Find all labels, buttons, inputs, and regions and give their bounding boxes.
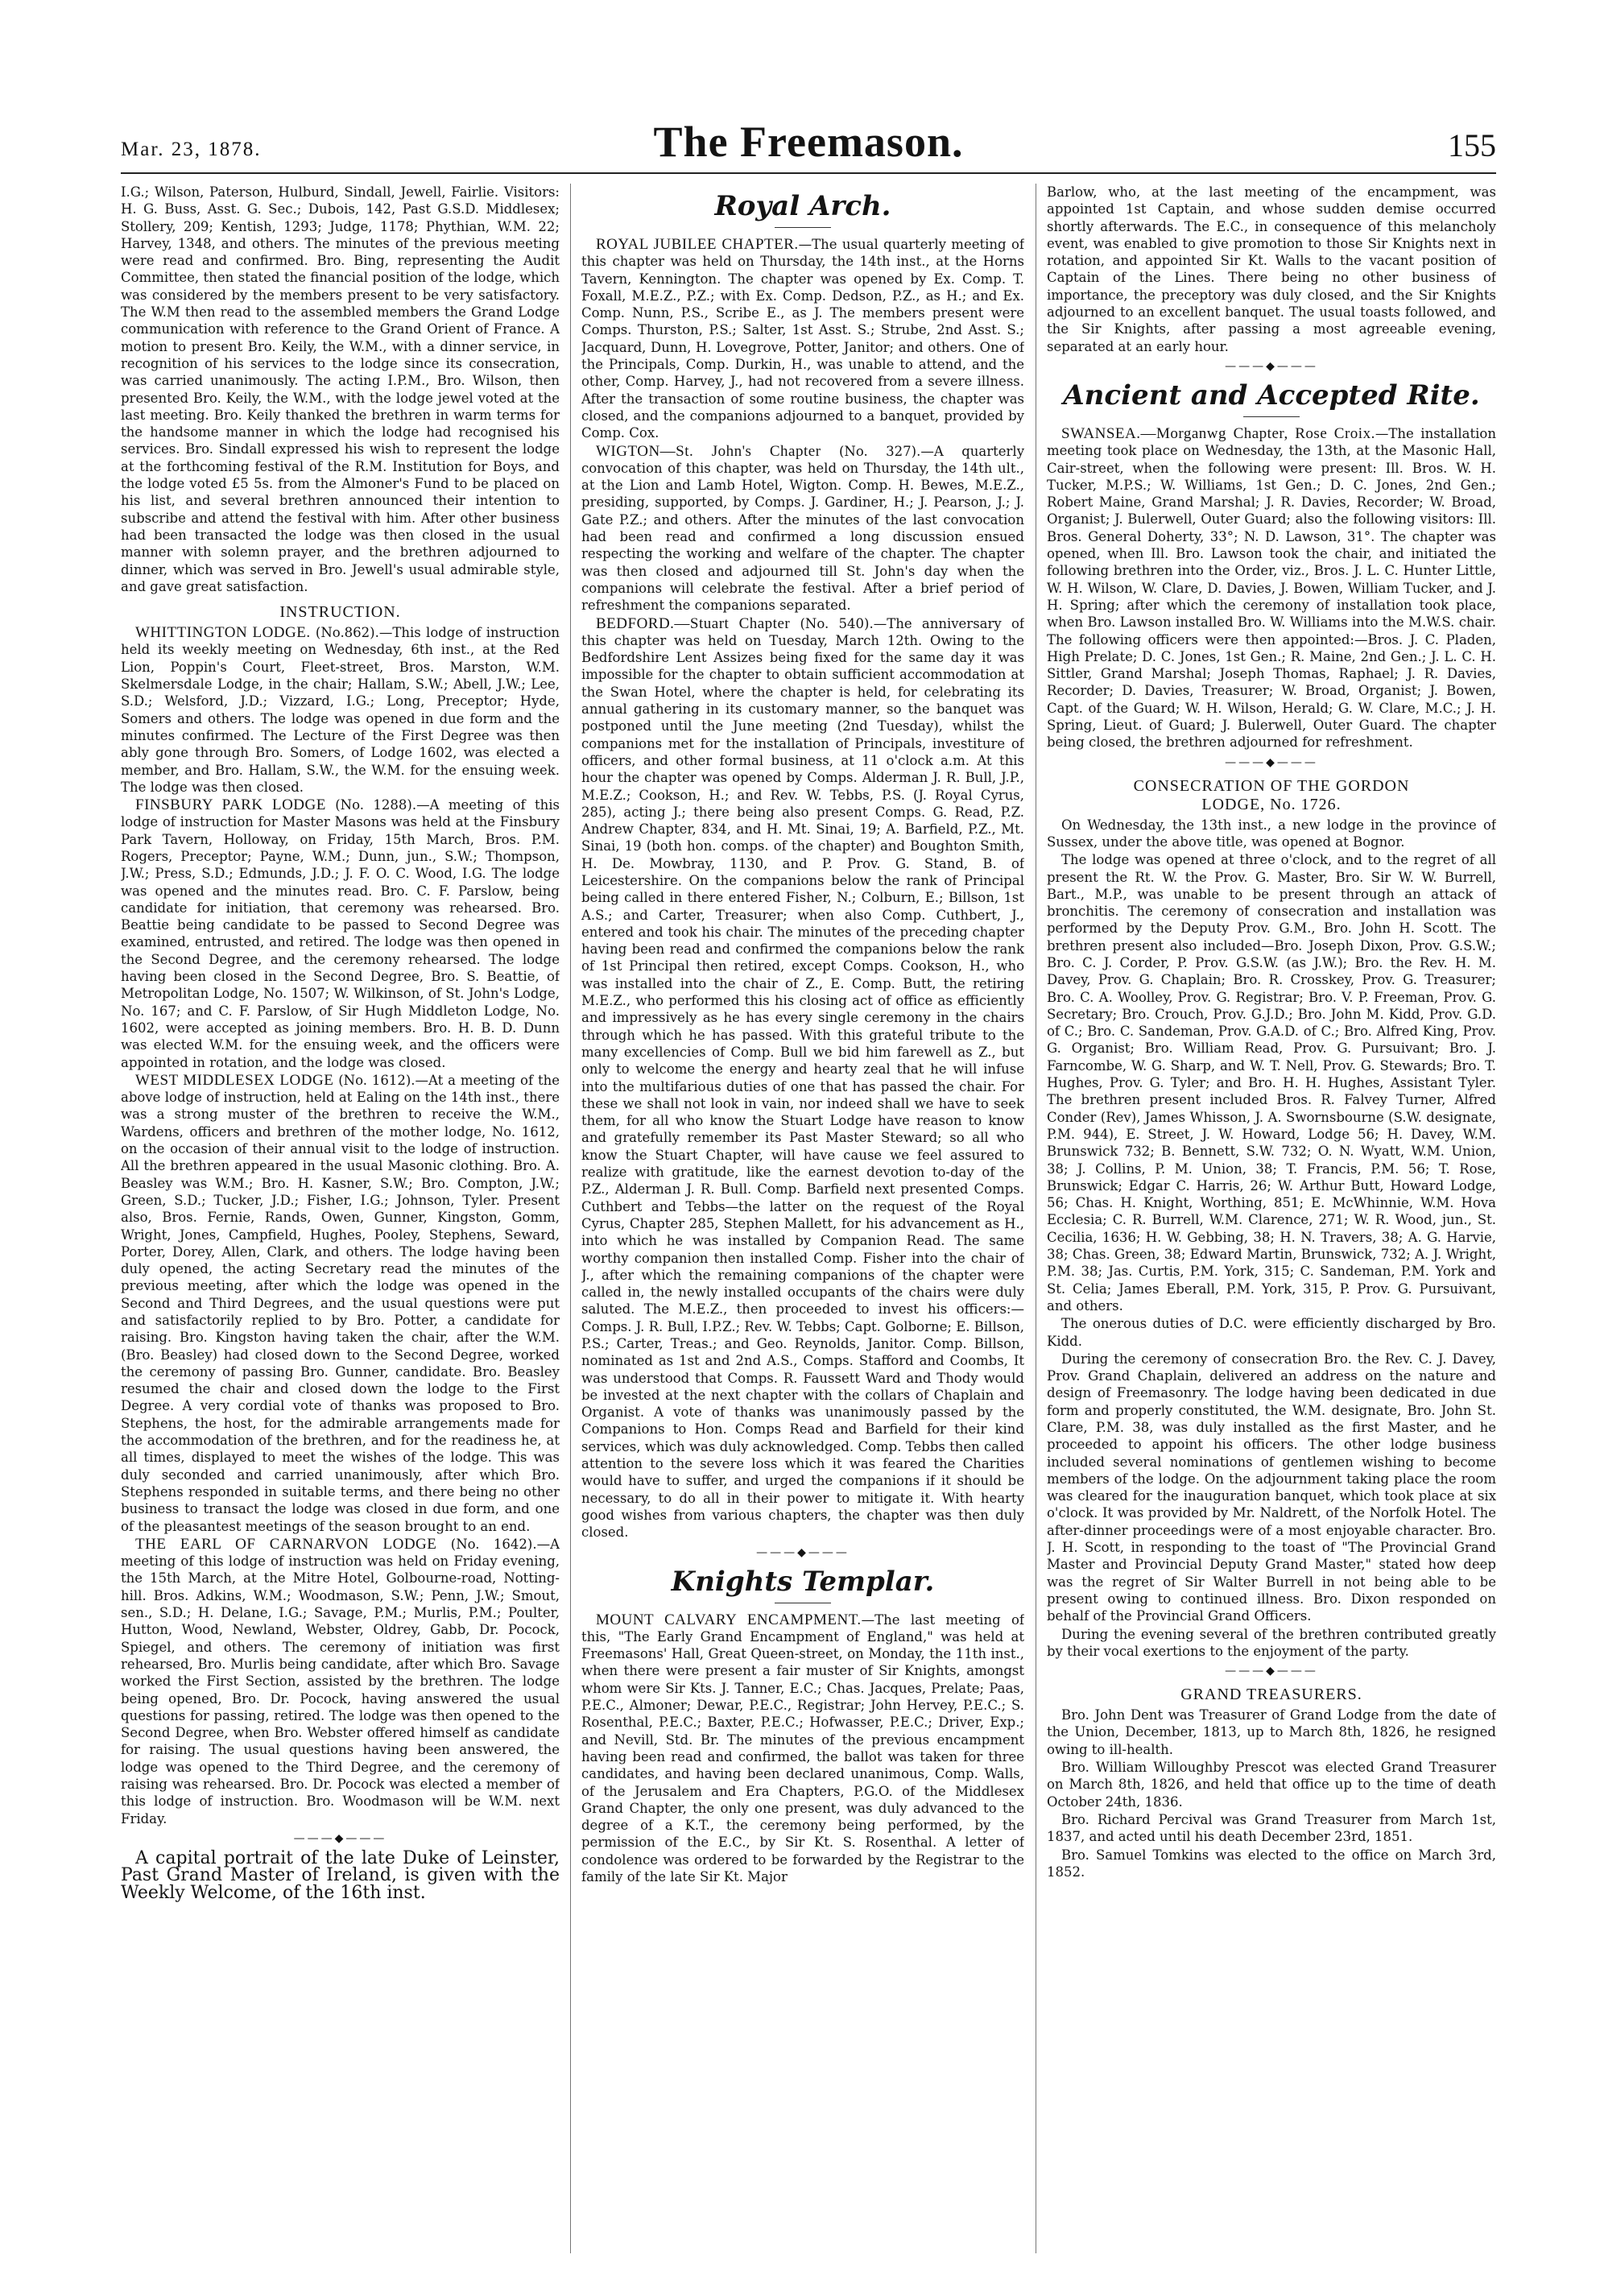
article-heading: WEST MIDDLESEX LODGE: [135, 1071, 334, 1089]
column-divider: [570, 184, 571, 2253]
article-heading: MOUNT CALVARY ENCAMPMENT.: [596, 1611, 862, 1628]
article-wigton: [581, 443, 1024, 614]
article-body: (No. 1642).—A meeting of this lodge of instruction was held on Friday evening, the 15th March, at the Mitre Hotel, Golbourne-road, Notting-hill. Bros. Adkins, W.M.; Woodmason, S.W.; Penn, J.W.; Smout, sen., S.D.; H. Delane, I.G.; Savage, P.M.; Murlis, P.M.; Poulter, Hutton, Wood, Newland, Webster, Oldrey, Gabb, Dr. Pocock, Spiegel, and others. The ceremony of initiation was first rehearsed, Bro. Murlis being candidate, after which Bro. Savage worked the First Section, assisted by the brethren. The lodge being opened, Bro. Dr. Pocock, having answered the usual questions for passing, retired. The lodge was then opened to the Second Degree, when Bro. Webster offered himself as candidate for raising. The usual questions having been answered, the lodge was opened to the Third Degree, and the ceremony of raising was rehearsed. Bro. Dr. Pocock was elected a member of this lodge of instruction. Bro. Woodmason will be W.M. next Friday.: [121, 1536, 560, 1826]
article-body: (No. 1612).—At a meeting of the above lodge of instruction, held at Ealing on the 14th inst., there was a strong muster of the brethren to receive the W.M., Wardens, officers and brethren of the mother lodge, No. 1612, on the occasion of their annual visit to the lodge of instruction. All the brethren appeared in the usual Masonic clothing. Bro. A. Beasley was W.M.; Bro. H. Kasner, S.W.; Bro. Compton, J.W.; Green, S.D.; Tucker, J.D.; Fisher, I.G.; Johnson, Tyler. Present also, Bros. Fernie, Rands, Owen, Gunner, Kingston, Gomm, Wright, Jones, Campfield, Hughes, Pooley, Stephens, Seward, Porter, Dorey, Allen, Clark, and others. The lodge having been duly opened, the acting Secretary read the minutes of the previous meeting, after which the lodge was opened in the Second and Third Degrees, and the usual questions were put and satisfactorily replied to by Bro. Potter, a candidate for raising. Bro. Kingston having taken the chair, after the W.M. (Bro. Beasley) had closed down to the Second Degree, worked the ceremony of passing Bro. Gunner, candidate. Bro. Beasley resumed the chair and closed down the lodge to the First Degree. A very cordial vote of thanks was proposed to Bro. Stephens, the host, for the admirable arrangements made for the accommodation of the brethren, and for the readiness he, at all times, displayed to meet the wishes of the lodge. This was duly seconded and carried unanimously, after which Bro. Stephens responded in suitable terms, and there being no other business to transact the lodge was closed in due form, and one of the pleasantest meetings of the season brought to an end.: [121, 1072, 560, 1534]
heading-rule: [1243, 416, 1300, 417]
article-body: (No. 1288).—A meeting of this lodge of instruction for Master Masons was held at the Finsbury Park Tavern, Holloway, on Friday, 15th March, Bros. P.M. Rogers, Preceptor; Payne, W.M.; Dunn, jun., S.W.; Thompson, J.W.; Press, S.D.; Edmunds, J.D.; J. F. O. C. Wood, I.G. The lodge was opened and the minutes read. Bro. C. F. Parslow, being candidate for initiation, that ceremony was rehearsed. Bro. Beattie being candidate to be passed to Second Degree was examined, entrusted, and retired. The lodge was then opened in the Second Degree, and the ceremony rehearsed. The lodge having been closed in the Second Degree, Bro. S. Beattie, of Metropolitan Lodge, No. 1507; W. Wilkinson, of St. John's Lodge, No. 167; and C. F. Parslow, of Sir Hugh Middleton Lodge, No. 1602, were accepted as joining members. Bro. H. B. D. Dunn was elected W.M. for the ensuing week, and the officers were appointed in rotation, and the lodge was closed.: [121, 797, 560, 1070]
article-body: (No. 327).—A quarterly convocation of this chapter, was held on Thursday, the 14th ult., at the Lion and Lamb Hotel, Wigton. Comp. H. Bewes, M.E.Z., presiding, supported, by Comps. J. Gardiner, H.; J. Pearson, J.; J. Gate P.Z.; and others. After the minutes of the last convocation had been read and confirmed a long discussion ensued respecting the working and welfare of the chapter. The chapter was then closed and adjourned till St. John's day when the companions will celebrate the festival. After a brief period of refreshment the companions separated.: [581, 443, 1024, 614]
article-mount-calvary: [581, 1611, 1024, 1886]
ornament-divider: ———◆———: [293, 1831, 387, 1845]
page-number: 155: [1448, 127, 1496, 163]
section-heading-instruction: INSTRUCTION.: [279, 603, 401, 622]
article-earl-of-carnarvon: [121, 1536, 560, 1827]
article-paragraph: During the ceremony of consecration Bro. the Rev. C. J. Davey, Prov. Grand Chaplain, delivered an address on the nature and design of Freemasonry. The lodge having been dedicated in due form and properly constituted, the W.M. designate, Bro. John St. Clare, P.M. 38, was duly installed as the first Master, and he proceeded to appoint his officers. The other lodge business included several nominations of gentlemen wishing to become members of the lodge. On the adjournment taking place the room was cleared for the inauguration banquet, which took place at six o'clock. It was provided by Mr. Naldrett, of the Norfolk Hotel. The after-dinner proceedings were of a most enjoyable character. Bro. J. H. Scott, in responding to the toast of "The Provincial Grand Master and Provincial Deputy Grand Master," stated how deep was the regret of Sir Walter Burrell in not being able to be present owing to continued illness. Bro. Dixon responded on behalf of the Provincial Grand Officers.: [1047, 1351, 1496, 1624]
article-body: —The installation meeting took place on Wednesday, the 13th, at the Masonic Hall, Cair-street, when the following were present: Ill. Bros. W. H. Tucker, M.P.S.; W. Williams, 1st Gen.; D. C. Jones, 2nd Gen.; Robert Maine, Grand Marshal; J. R. Davies, Recorder; W. Broad, Organist; J. Bulerwell, Outer Guard; also the following visitors: Ill. Bros. General Doherty, 33°; N. D. Lawson, 31°. The chapter was opened, when Ill. Bro. Lawson took the chair, and initiated the following brethren into the Order, viz., Bros. J. L. C. Hunter Little, W. H. Wilson, W. Clare, D. Davies, J. Bowen, William Tucker, and J. H. Spring; after which the ceremony of installation took place, when Bro. Lawson installed Bro. W. Williams into the M.W.S. chair. The following officers were then appointed:—Bros. J. C. Pladen, High Prelate; D. C. Jones, 1st Gen.; R. Maine, 2nd Gen.; J. L. C. H. Sittler, Grand Marshal; Joseph Thomas, Raphael; J. R. Davies, Recorder; D. Davies, Treasurer; W. Broad, Organist; J. Bowen, Capt. of the Guard; W. H. Wilson, Herald; G. W. Clare, M.C.; J. H. Spring, Lieut. of Guard; J. Bulerwell, Outer Guard. The chapter being closed, the brethren adjourned for refreshment.: [1047, 425, 1496, 751]
column-3: [1047, 184, 1496, 2253]
section-heading-royal-arch: Royal Arch.: [714, 190, 891, 222]
article-heading: WIGTON—St. John's Chapter: [596, 442, 821, 460]
article-body: (No.862).—This lodge of instruction held its weekly meeting on Wednesday, 6th inst., at the Red Lion, Poppin's Court, Fleet-street, Bros. Marston, W.M. Skelmersdale Lodge, in the chair; Hallam, S.W.; Abell, J.W.; Lee, S.D.; Welsford, J.D.; Vizzard, I.G.; Long, Preceptor; Hyde, Somers and others. The lodge was opened in due form and the minutes confirmed. The Lecture of the First Degree was then ably gone through Bro. Somers, of Lodge 1602, was elected a member, and Bro. Hallam, S.W., the W.M. for the ensuing week. The lodge was then closed.: [121, 625, 560, 795]
article-finsbury-park: [121, 796, 560, 1071]
article-paragraph: Bro. Samuel Tomkins was elected to the office on March 3rd, 1852.: [1047, 1847, 1496, 1880]
section-heading-knights-templar: Knights Templar.: [671, 1565, 935, 1598]
article-heading: THE EARL OF CARNARVON LODGE: [135, 1535, 437, 1553]
article-heading: FINSBURY PARK LODGE: [135, 796, 326, 814]
article-body: (No. 540).—The anniversary of this chapter was held on Tuesday, March 12th. Owing to the Bedfordshire Lent Assizes being fixed for the same day it was impossible for the chapter to obtain sufficient accommodation at the Swan Hotel, where the chapter is held, for celebrating its annual gathering in its customary manner, so the banquet was postponed until the June meeting (2nd Tuesday), whilst the companions met for the installation of Principals, investiture of officers, and other formal business, at 11 o'clock a.m. At this hour the chapter was opened by Comps. Alderman J. R. Bull, J.P., M.E.Z.; Cookson, H.; and Rev. W. Tebbs, P.S. (J. Royal Cyrus, 285), acting J.; there being also present Comps. G. Read, P.Z. Andrew Chapter, 834, and H. Mt. Sinai, 19; A. Barfield, P.Z., Mt. Sinai, 19 (both hon. comps. of the chapter) and Boughton Smith, H. De. Mowbray, 1130, and P. Prov. G. Stand, B. of Leicestershire. On the companions below the rank of Principal being called in there entered Fisher, N.; Colburn, E.; Billson, 1st A.S.; and Carter, Treasurer; when also Comp. Cuthbert, J., entered and took his chair. The minutes of the preceding chapter having been read and confirmed the companions below the rank of 1st Principal then retired, except Comps. Cookson, H., who was installed into the chair of Z., E. Comp. Butt, the retiring M.E.Z., who performed this his closing act of office as efficiently and impressively as he has every single ceremony in the chairs through which he has passed. With this grateful tribute to the many excellencies of Comp. Bull we bid him farewell as Z., but only to welcome the energy and hearty zeal that he will infuse into the multifarious duties of one that has passed the chair. For these we shall not look in vain, nor indeed shall we have to seek them, for all who know the Stuart Lodge have reason to know and gratefully remember its Past Master Steward; so all who know the Stuart Chapter, will have cause we feel assured to realize with gratitude, like the earnest devotion to-day of the P.Z., Alderman J. R. Bull. Comp. Barfield next presented Comps. Cuthbert and Tebbs—the latter on the request of the Royal Cyrus, Chapter 285, Stephen Mallett, for his advancement as H., into which he was installed by Companion Read. The same worthy companion then installed Comp. Fisher into the chair of J., after which the remaining companions of the chapter were called in, the newly installed occupants of the chairs were duly saluted. The M.E.Z., then proceeded to invest his officers:—Comps. J. R. Bull, I.P.Z.; Rev. W. Tebbs; Capt. Golborne; E. Billson, P.S.; Carter, Treas.; and Geo. Reynolds, Janitor. Comp. Billson, nominated as 1st and 2nd A.S., Comps. Stafford and Coombs, It was understood that Comps. R. Faussett Ward and Thody would be invested at the next chapter with the collars of Chaplain and Organist. A vote of thanks was unanimously passed by the Companions to Hon. Comps Read and Barfield for their kind services, which was duly acknowledged. Comp. Tebbs then called attention to the severe loss which it was feared the Charities would have to suffer, and urged the companions if it should be necessary, to do all in their power to mitigate it. With hearty good wishes from various chapters, the chapter was then duly closed.: [581, 615, 1024, 1541]
article-heading-grand-treasurers: GRAND TREASURERS.: [1180, 1686, 1362, 1704]
masthead: [121, 113, 1496, 166]
article-body: —The usual quarterly meeting of this chapter was held on Thursday, the 14th inst., at the Horns Tavern, Kennington. The chapter was opened by Ex. Comp. T. Foxall, M.E.Z., P.Z.; with Ex. Comp. Dedson, P.Z., as H.; and Ex. Comp. Nunn, P.S., Scribe E., as J. The members present were Comps. Thurston, P.S.; Salter, 1st Asst. S.; Strube, 2nd Asst. S.; Jacquard, Dunn, H. Lovegrove, Potter, Janitor; and others. One of the Principals, Comp. Durkin, H., was unable to attend, and the other, Comp. Harvey, J., had not recovered from a severe illness. After the transaction of some routine business, the chapter was closed, and the companions adjourned to a banquet, provided by Comp. Cox.: [581, 237, 1024, 441]
ornament-divider: ———◆———: [1225, 755, 1318, 769]
column-1: [121, 184, 560, 2253]
article-west-middlesex: [121, 1072, 560, 1535]
article-body: —The last meeting of this, "The Early Grand Encampment of England," was held at Freemasons' Hall, Great Queen-street, on Monday, the 11th inst., when there were present a fair muster of Sir Knights, amongst whom were Sir Kts. J. Tanner, E.C.; Chas. Jacques, Prelate; Paas, P.E.C., Almoner; Dewar, P.E.C., Registrar; John Hervey, P.E.C.; S. Rosenthal, P.E.C.; Baxter, P.E.C.; Hofwasser, P.E.C.; Driver, Exp.; and Nevill, Std. Br. The minutes of the previous encampment having been read and confirmed, the ballot was taken for three candidates, and having been declared unanimous, Comp. Walls, of the Jerusalem and Era Chapters, P.G.O. of the Middlesex Grand Chapter, the only one present, was duly advanced to the degree of a K.T., the ceremony being performed, by the permission of the E.C., by Sir Kt. S. Rosenthal. A letter of condolence was ordered to be forwarded by the Registrar to the family of the late Sir Kt. Major: [581, 1611, 1024, 1885]
article-paragraph: The lodge was opened at three o'clock, and to the regret of all present the Rt. W. the Prov. G. Master, Bro. Sir W. W. Burrell, Bart., M.P., was unable to be present through an attack of bronchitis. The ceremony of consecration and installation was performed by the Deputy Prov. G.M., Bro. John H. Scott. The brethren present also included—Bro. Joseph Dixon, Prov. G.S.W.; Bro. C. J. Corder, P. Prov. G.S.W. (as J.W.); Bro. the Rev. H. M. Davey, Prov. G. Chaplain; Bro. R. Crosskey, Prov. G. Treasurer; Bro. C. A. Woolley, Prov. G. Registrar; Bro. V. P. Freeman, Prov. G. Secretary; Bro. Crouch, Prov. G.J.D.; Bro. John M. Kidd, Prov. G.D. of C.; Bro. C. Sandeman, Prov. G.A.D. of C.; Bro. Alfred King, Prov. G. Organist; Bro. William Read, Prov. G. Pursuivant; Bro. J. Farncombe, W. G. Sharp, and W. T. Nell, Prov. G. Stewards; Bro. T. Hughes, Prov. G. Tyler; and Bro. H. H. Hughes, Assistant Tyler. The brethren present included Bros. R. Falvey Turner, Alfred Conder (Rev), James Whisson, J. A. Swornsbourne (S.W. designate, P.M. 944), E. Street, J. W. Howard, Lodge 56; H. Davey, W.M. Brunswick 732; B. Bennett, S.W. 732; O. N. Wyatt, W.M. Union, 38; J. Collins, P. M. Union, 38; T. Francis, P.M. 56; T. Rose, Brunswick; Edgar C. Harris, 26; W. Arthur Butt, Howard Lodge, 56; Chas. H. Knight, Worthing, 851; E. McWhinnie, W.M. Hova Ecclesia; C. R. Burrell, W.M. Clarence, 271; W. R. Wood, jun., St. Cecilia, 1636; H. W. Gebbing, 38; H. N. Travers, 38; A. G. Harvie, 38; Chas. Green, 38; Edward Martin, Brunswick, 732; A. J. Wright, P.M. 38; Jas. Curtis, P.M. York, 315; C. Sandeman, P.M. York and St. Celia; James Eberall, P.M. York, 315, P. Prov. G. Pursuivant, and others.: [1047, 852, 1496, 1313]
article-heading: WHITTINGTON LODGE.: [135, 624, 311, 642]
article-heading-gordon: CONSECRATION OF THE GORDON: [1133, 776, 1410, 795]
article-heading-gordon-sub: LODGE, No. 1726.: [1201, 795, 1342, 813]
article-heading: ROYAL JUBILEE CHAPTER.: [596, 236, 799, 253]
article-continuation: Barlow, who, at the last meeting of the encampment, was appointed 1st Captain, and whose sudden demise occurred shortly afterwards. The E.C., in consequence of this melancholy event, was enabled to give promotion to those Sir Knights next in rotation, and appointed Sir Kt. Walls to the vacant position of Captain of the Lines. There being no other business of importance, the preceptory was duly closed, and the Sir Knights adjourned to an excellent banquet. The usual toasts followed, and the Sir Knights, after passing a most agreeable evening, separated at an early hour.: [1047, 184, 1496, 354]
masthead-rule: [121, 172, 1496, 174]
section-heading-ancient-rite: Ancient and Accepted Rite.: [1063, 379, 1480, 412]
issue-date: Mar. 23, 1878.: [121, 139, 262, 160]
article-heading: BEDFORD.—Stuart Chapter: [596, 614, 791, 632]
article-heading: SWANSEA.—Morganwg Chapter, Rose Croix.: [1061, 424, 1375, 442]
article-paragraph: Bro. Richard Percival was Grand Treasurer from March 1st, 1837, and acted until his death December 23rd, 1851.: [1047, 1811, 1496, 1845]
article-swansea: [1047, 425, 1496, 751]
article-paragraph: During the evening several of the brethren contributed greatly by their vocal exertions to the enjoyment of the party.: [1047, 1626, 1496, 1659]
ornament-divider: ———◆———: [1225, 1665, 1318, 1678]
article-royal-jubilee: [581, 236, 1024, 442]
article-portrait-notice: A capital portrait of the late Duke of Leinster, Past Grand Master of Ireland, is given with the Weekly Welcome, of the 16th inst.: [121, 1847, 560, 1903]
column-2: [581, 184, 1024, 2253]
ornament-divider: ———◆———: [756, 1545, 850, 1559]
ornament-divider: ———◆———: [1225, 359, 1318, 373]
article-bedford: [581, 615, 1024, 1541]
article-paragraph: Bro. William Willoughby Prescot was elected Grand Treasurer on March 8th, 1826, and held that office up to the time of death October 24th, 1836.: [1047, 1760, 1496, 1810]
article-paragraph: The onerous duties of D.C. were efficiently discharged by Bro. Kidd.: [1047, 1316, 1496, 1349]
article-whittington: [121, 624, 560, 796]
heading-rule: [775, 227, 831, 228]
newspaper-title: The Freemason.: [653, 118, 964, 166]
article-paragraph: Bro. John Dent was Treasurer of Grand Lodge from the date of the Union, December, 1813, up to March 8th, 1826, he resigned owing to ill-health.: [1047, 1707, 1496, 1757]
article-continuation: I.G.; Wilson, Paterson, Hulburd, Sindall, Jewell, Fairlie. Visitors: H. G. Buss, Asst. G. Sec.; Dubois, 142, Past G.S.D. Middlesex; Stollery, 209; Kentish, 1293; Judge, 1178; Phythian, W.M. 22; Harvey, 1348, and others. The minutes of the previous meeting were read and confirmed. Bro. Bing, representing the Audit Committee, then stated the financial position of the lodge, which was considered by the members present to be very satisfactory. The W.M then read to the assembled members the Grand Lodge communication with reference to the Grand Orient of France. A motion to present Bro. Keily, the W.M., with a dinner service, in recognition of his services to the lodge since its consecration, was carried unanimously. The acting I.P.M., Bro. Wilson, then presented Bro. Keily, the W.M., with the lodge jewel voted at the last meeting. Bro. Keily thanked the brethren in warm terms for the handsome manner in which the lodge had recognised his services. Bro. Sindall expressed his wish to represent the lodge at the forthcoming festival of the R.M. Institution for Boys, and the lodge voted £5 5s. from the Almoner's Fund to be placed on his list, and several brethren announced their intention to subscribe and attend the festival with him. After other business had been transacted the lodge was then closed in the usual manner with solemn prayer, and the brethren adjourned to dinner, which was served in Bro. Jewell's usual admirable style, and gave great satisfaction.: [121, 184, 560, 594]
article-paragraph: On Wednesday, the 13th inst., a new lodge in the province of Sussex, under the above title, was opened at Bognor.: [1047, 817, 1496, 850]
